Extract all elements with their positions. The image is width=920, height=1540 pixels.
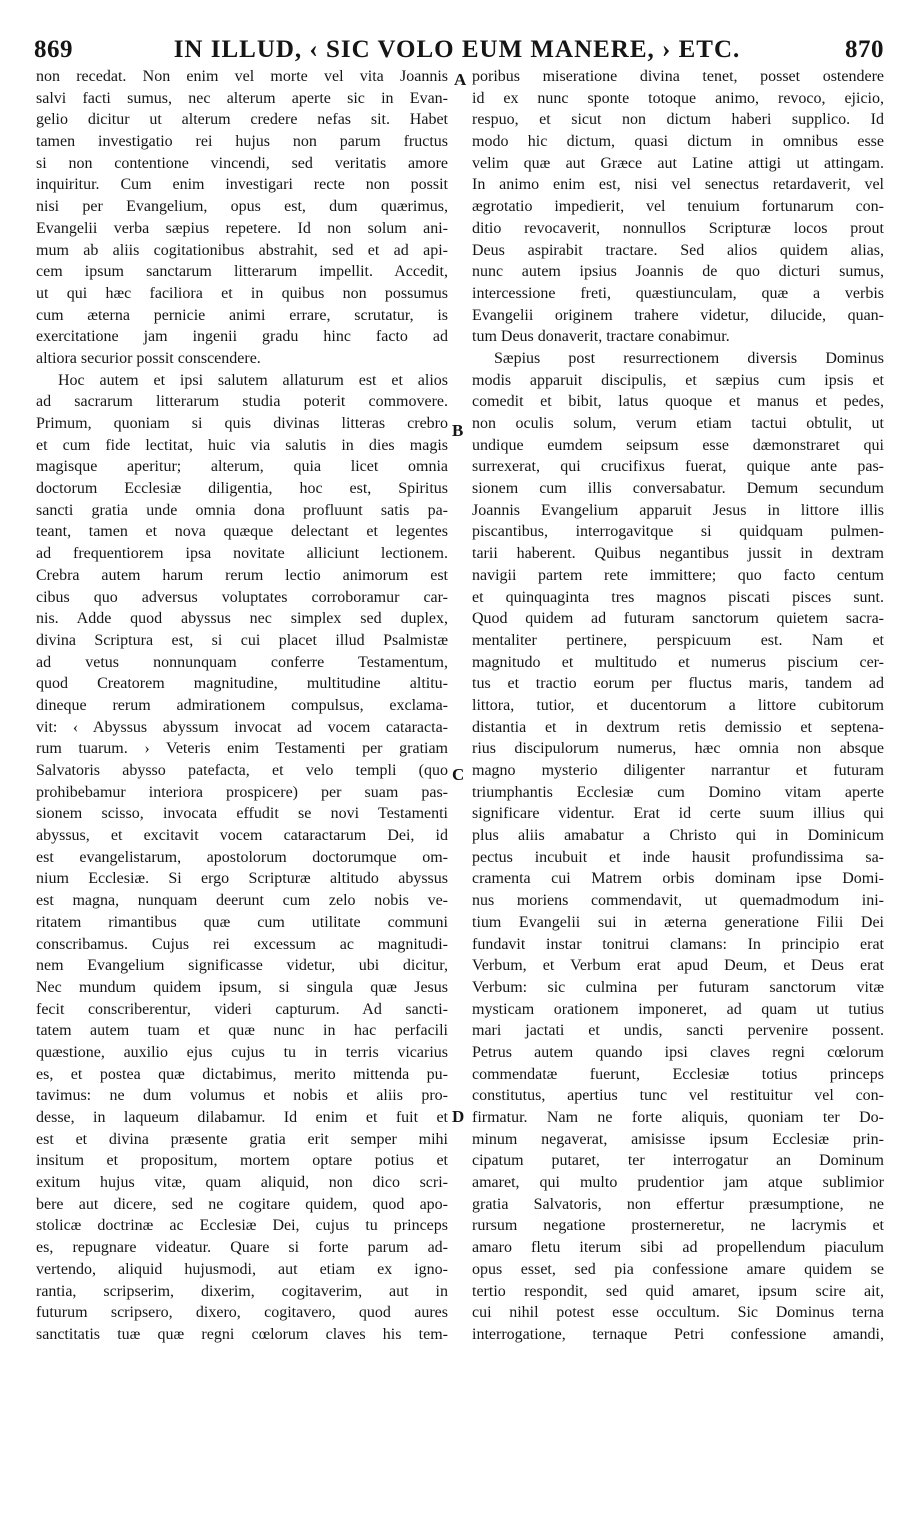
right-text-column	[472, 66, 884, 1346]
text-line: fecit conscriberentur, videri capturum. Ad sancti-	[36, 1000, 448, 1018]
text-line: sionem cum illis conversabatur. Demum secundum	[472, 480, 884, 498]
text-line: Verbum: sic culmina per futuram sanctorum vitæ	[472, 978, 884, 996]
text-line: ut qui hæc faciliora et in quibus non possumus	[36, 284, 448, 302]
text-line: inquiritur. Cum enim investigari recte non possit	[36, 176, 448, 194]
text-line: ditio revocaverit, nonnullos Scripturæ locos prout	[472, 219, 884, 237]
text-line: Sæpius post resurrectionem diversis Dominus	[494, 349, 884, 367]
text-line: In animo enim est, nisi vel senectus retardaverit, vel	[472, 176, 884, 194]
text-line: tavimus: ne dum volumus et nobis et aliis pro-	[36, 1087, 448, 1105]
text-line: Hoc autem et ipsi salutem allaturum est et alios	[58, 371, 448, 389]
text-line: futurum scripsero, dixero, cogitavero, quod aures	[36, 1304, 448, 1322]
text-line: rursum negatione prosterneretur, ne lacrymis et	[472, 1217, 884, 1235]
text-line: Evangelii verba sæpius repetere. Id non solum ani-	[36, 219, 448, 237]
text-line: exitum hujus vitæ, quam aliquid, non dico scri-	[36, 1174, 448, 1192]
text-line: respuo, et sicut non dictum haberi supplico. Id	[472, 111, 884, 129]
text-line: pectus incubuit et inde hausit profundissima sa-	[472, 848, 884, 866]
text-line: opus esset, sed pia confessione amare quidem se	[472, 1260, 884, 1278]
text-line: ægrotatio impedierit, vel tenuium fortunarum con-	[472, 198, 884, 216]
text-line: navigii partem rete immittere; quo facto centum	[472, 566, 884, 584]
text-line: tium Evangelii sui in æterna generatione Filii Dei	[472, 913, 884, 931]
text-line: quæstione, auxilio ejus cujus tu in terris vicarius	[36, 1043, 448, 1061]
text-line: cipatum putaret, ter interrogatur an Dominum	[472, 1152, 884, 1170]
text-line: mari jactati et undis, sancti pervenire possent.	[472, 1022, 884, 1040]
text-line: rum tuarum. › Veteris enim Testamenti per gratiam	[36, 740, 448, 758]
text-line: prohibebamur interiora prospicere) per suam pas-	[36, 783, 448, 801]
left-page-number: 869	[34, 36, 73, 63]
text-line: desse, in laqueum dilabamur. Id enim et fuit et	[36, 1109, 448, 1126]
text-line: tatem autem tuam et quæ nunc in hac perfacili	[36, 1022, 448, 1040]
text-line: fundavit instar tonitrui clamans: In principio erat	[472, 935, 884, 953]
text-line: altiora securior possit conscendere.	[36, 349, 261, 367]
text-line: exercitatione jam ingenii gradu hinc facto ad	[36, 328, 448, 346]
text-line: minum negaverat, amisisse ipsum Ecclesiæ prin-	[472, 1130, 884, 1148]
text-line: Verbum, et Verbum erat apud Deum, et Deus erat	[472, 957, 884, 975]
text-line: Joannis Evangelium apparuit Jesus in littore illis	[472, 501, 884, 519]
text-line: sionem scisso, invocata effudit se novi Testamenti	[36, 805, 448, 823]
text-line: triumphantis Ecclesiæ cum Domino vitam aperte	[472, 783, 884, 801]
text-line: quod Creatorem magnitudine, multitudine altitu-	[36, 675, 448, 693]
text-line: est evangelistarum, apostolorum doctorumque om-	[36, 848, 448, 866]
text-line: amaro fletu iterum sibi ad propellendum piaculum	[472, 1239, 884, 1257]
text-line: modis apparuit discipulis, et sæpius cum ipsis et	[472, 371, 884, 389]
text-line: mysticam orationem imponeret, ad quam ut tutius	[472, 1000, 884, 1018]
text-line: Evangelii originem trahere videtur, dilucide, quan-	[472, 306, 884, 324]
text-line: cramenta cui Matrem orbis dominam ipse Domi-	[472, 870, 884, 888]
text-line: dineque rerum admirationem compulsus, exclama-	[36, 696, 448, 714]
text-line: magno mysterio diligenter narrantur et futuram	[472, 762, 884, 779]
page-header	[30, 34, 884, 66]
text-line: stolicæ doctrinæ ac Ecclesiæ Dei, cujus tu princeps	[36, 1217, 448, 1235]
text-line: nisi per Evangelium, opus est, dum quærimus,	[36, 198, 448, 216]
text-line: poribus miseratione divina tenet, posset ostendere	[472, 68, 884, 85]
text-line: non oculis solum, verum etiam tactui obtulit, ut	[472, 415, 884, 432]
text-line: Quod quidem ad futuram sanctorum quietem sacra-	[472, 610, 884, 628]
running-title: IN ILLUD, ‹ SIC VOLO EUM MANERE, › ETC.	[173, 36, 741, 63]
text-line: plus aliis amabatur a Christo qui in Dominicum	[472, 827, 884, 845]
margin-marker-d: D	[452, 1107, 465, 1126]
text-line: conscribamus. Cujus rei excessum ac magnitudi-	[36, 935, 448, 953]
text-line: tertio respondit, sed quid amaret, ipsum scire ait,	[472, 1282, 884, 1300]
text-line: amaret, qui multo prudentior jam atque sublimior	[472, 1174, 884, 1192]
text-line: id ex nunc sponte totoque animo, revoco, ejicio,	[472, 89, 884, 107]
text-line: gelio dicitur ut alterum credere nefas sit. Habet	[36, 111, 448, 129]
text-line: tus et tractio eorum per fluctus maris, tandem ad	[472, 675, 884, 693]
text-line: est et divina præsente gratia erit semper mihi	[36, 1130, 448, 1148]
text-line: constitutus, apertius tunc vel restituitur vel con-	[472, 1087, 884, 1105]
text-line: bere aut dicere, sed ne cogitare quidem, quod apo-	[36, 1195, 448, 1213]
text-line: nium Ecclesiæ. Si ergo Scripturæ altitudo abyssus	[36, 870, 448, 888]
text-line: interrogatione, ternaque Petri confessione amandi,	[472, 1325, 884, 1343]
margin-marker-c: C	[452, 765, 465, 784]
text-line: littora, tutior, et ducentorum a littore cubitorum	[472, 696, 884, 714]
text-line: modo hic dictum, quasi dictum in omnibus esse	[472, 133, 884, 151]
text-line: vertendo, aliquid hujusmodi, aut etiam ex igno-	[36, 1260, 448, 1278]
text-line: doctorum Ecclesiæ diligentia, hoc est, Spiritus	[36, 480, 448, 498]
text-line: comedit et bibit, latus quoque et manus et pedes,	[472, 393, 884, 411]
text-line: ad vetus nonnunquam conferre Testamentum,	[36, 653, 448, 671]
text-line: commendatæ fuerunt, Ecclesiæ totius princeps	[472, 1065, 884, 1083]
text-line: tum Deus donaverit, tractare conabimur.	[472, 328, 730, 346]
text-line: Petrus autem quando ipsi claves regni cœlorum	[472, 1043, 884, 1061]
text-line: Primum, quoniam si quis divinas litteras crebro	[36, 415, 448, 432]
text-line: si non contentione vincendi, sed veritatis amore	[36, 154, 448, 172]
right-page-number: 870	[845, 36, 884, 63]
text-line: ritatem rimantibus quæ cum utilitate communi	[36, 913, 448, 931]
text-line: tamen investigatio rei hujus non parum fructus	[36, 133, 448, 151]
text-line: firmatur. Nam ne forte aliquis, quoniam ter Do-	[472, 1109, 884, 1126]
text-line: sancti gratia unde omnia dona profluunt satis pa-	[36, 501, 448, 519]
text-line: Nec mundum quidem ipsum, si singula quæ Jesus	[36, 978, 448, 996]
text-line: magisque aperitur; alterum, quia licet omnia	[36, 458, 448, 476]
text-line: nem Evangelium significasse videtur, ubi dicitur,	[36, 957, 448, 975]
text-line: distantia et in dextrum retis demissio et septena-	[472, 718, 884, 736]
text-line: magnitudo et multitudo et numerus piscium cer-	[472, 653, 884, 671]
text-line: cem ipsum sanctarum litterarum impellit. Accedit,	[36, 263, 448, 281]
text-line: sanctitatis tuæ quæ regni cœlorum claves his tem-	[36, 1325, 448, 1343]
text-line: Deus aspirabit tractare. Sed alios quidem alias,	[472, 241, 884, 259]
margin-marker-b: B	[452, 421, 464, 440]
text-line: tarii haberent. Quibus negantibus jussit in dextram	[472, 545, 884, 563]
text-line: piscantibus, interrogavitque si quidquam pulmen-	[472, 523, 884, 541]
text-line: vit: ‹ Abyssus abyssum invocat ad vocem cataracta-	[36, 718, 448, 736]
text-line: abyssus, et excitavit vocem cataractarum Dei, id	[36, 827, 448, 845]
text-line: ad frequentiorem ipsa novitate alliciunt lectionem.	[36, 545, 448, 563]
text-line: rantia, scripserim, dixerim, cogitaverim, aut in	[36, 1282, 448, 1300]
text-line: mentaliter pertinere, perspicuum est. Nam et	[472, 631, 884, 649]
text-line: cui nihil potest esse occultum. Sic Dominus terna	[472, 1304, 884, 1322]
text-line: divina Scriptura est, si cui placet illud Psalmistæ	[36, 631, 448, 649]
text-line: es, et postea quæ dictabimus, merito mittenda pu-	[36, 1065, 448, 1083]
text-line: nis. Adde quod abyssus nec simplex sed duplex,	[36, 610, 448, 628]
text-line: significare videntur. Erat id certe suum illius qui	[472, 805, 884, 823]
text-line: cum æterna pernicie animi errare, scrutatur, is	[36, 306, 448, 324]
text-line: salvi facti sumus, nec alterum aperte sic in Evan-	[36, 89, 448, 107]
text-line: Crebra autem harum rerum lectio animorum est	[36, 566, 448, 584]
text-line: Salvatoris abysso patefacta, et velo templi (quo	[36, 762, 448, 779]
text-line: velim quæ aut Græce aut Latine attigi ut attingam.	[472, 154, 884, 172]
margin-marker-a: A	[454, 70, 467, 89]
text-line: nunc autem ipsius Joannis de quo dicturi sumus,	[472, 263, 884, 281]
text-line: non recedat. Non enim vel morte vel vita Joannis	[36, 68, 448, 85]
text-line: es, repugnare videatur. Quare si forte parum ad-	[36, 1239, 448, 1257]
left-text-column	[36, 66, 448, 1346]
text-line: cibus quo adversus voluptates corroboramur car-	[36, 588, 448, 606]
text-line: intercessione freti, quæstiunculam, quæ a verbis	[472, 284, 884, 302]
text-line: mum ab aliis cogitationibus abstrahit, sed et ad api-	[36, 241, 448, 259]
text-line: ad sacrarum litterarum studia poterit commovere.	[36, 393, 448, 411]
text-line: nus moriens commendavit, ut quemadmodum ini-	[472, 892, 884, 910]
text-line: undique eumdem seipsum esse dæmonstraret qui	[472, 436, 884, 454]
text-line: surrexerat, qui crucifixus fuerat, quique ante pas-	[472, 458, 884, 476]
text-line: et cum fide lectitat, huic via salutis in dies magis	[36, 436, 448, 454]
text-line: et quinquaginta tres magnos piscati pisces sunt.	[472, 588, 884, 606]
text-line: gratia Salvatoris, non effertur præsumptione, ne	[472, 1195, 884, 1213]
text-line: rius discipulorum numerus, hæc omnia non absque	[472, 740, 884, 758]
text-line: est magna, nunquam deerunt cum zelo nobis ve-	[36, 892, 448, 910]
text-line: teant, tamen et nova quæque delectant et legentes	[36, 523, 448, 541]
text-line: insitum et propositum, mortem optare potius et	[36, 1152, 448, 1170]
